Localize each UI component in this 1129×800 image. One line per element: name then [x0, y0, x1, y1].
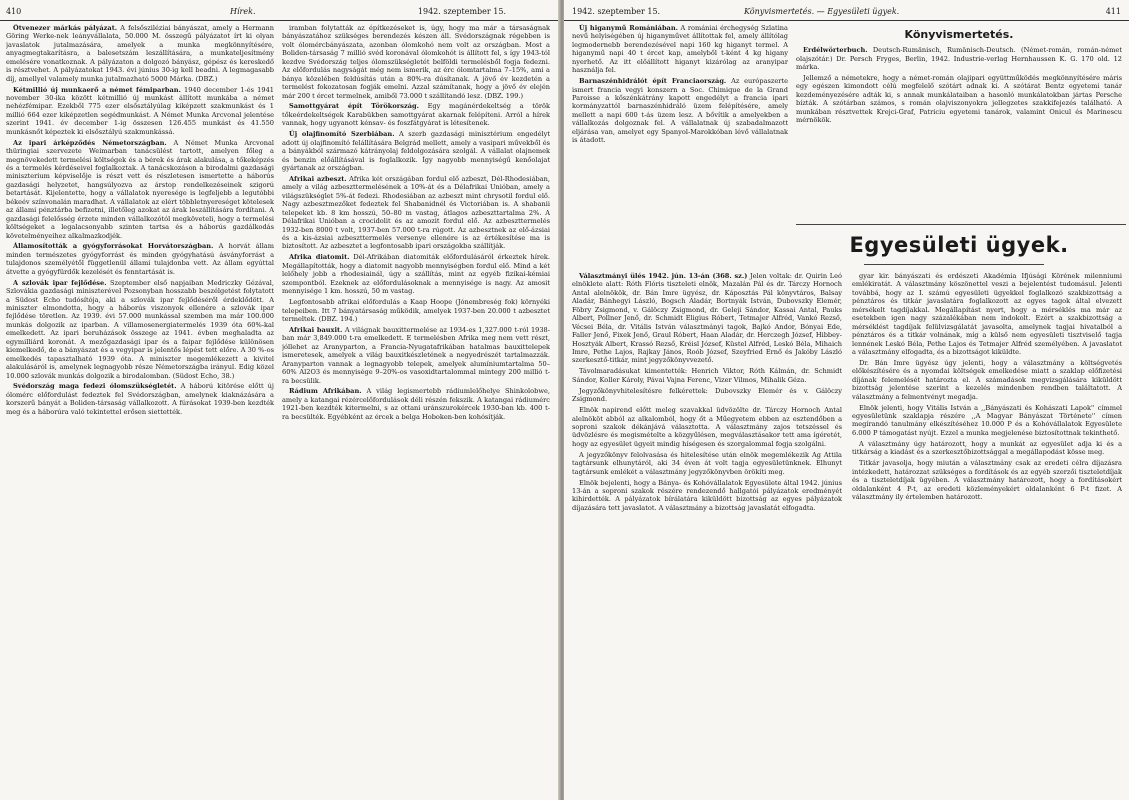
article-paragraph — [852, 404, 1122, 438]
article-title: Afrikai azbeszt. — [289, 174, 347, 183]
article-text: Az európaszerte ismert francia vegyi konszern a Soc. Chimique de la Grand Paroisse a kőszénkátrány kapott engedélyt a francia ipari kormányzattól barnaszénhidráló üzem felépítésére, amely mellett a napi 600 t-ás üzem lesz. A bővítik a amelyekben a vállalkozás dolgoznak fel. A vállalatnak új szabadalmazott eljárása van, amelyet egy Spanyol-Marokkóban lévő vállalatnak is átadott. — [572, 77, 788, 145]
article-title: Rádium Afrikában. — [289, 387, 362, 396]
article-text: Jegyzőkönyvhitelesítésre felkérettek: Dubovszky Elemér és v. Gálöczy Zsigmond. — [572, 386, 842, 404]
article-text: A szerb gazdasági minisztérium engedélyt adott új olajfinomító felállítására Belgrád mellett, amely a vasipari művekből és a bányákból származó kátrányolaj feldolgozására szolgál. A vállalat olajnemek és benzin előállításával is foglalkozik. Így nagyobb mennyiségű kenőolajat gyártanak az országban. — [282, 130, 550, 172]
right-running-head — [564, 6, 1129, 21]
section-rule — [796, 224, 1126, 225]
article-paragraph — [282, 326, 550, 385]
article-paragraph — [282, 298, 550, 323]
article-text: Jelen voltak: dr. Quirin Leó elnöklete alatt: Róth Flóris tiszteleti elnök, Mazalán Pál és dr. Tárczy Hornoch Antal alelnökök, dr. Bán Imre ügyész, dr. Káposztás Pál könyvtáros, Balsay Aladár, Bánhegyi László, Bogsch Aladár, Bortnyák István, Dubovszky Elemér, Föbry Zsigmond, v. Gálöczy Zsigmond, dr. Geleji Sándor, Kassai Antal, Pauks Albert, Pollner Jenő, dr. Schmidt Eligius Róbert, Tetmajer Alfréd, Vankó Rezső, Vécsei Béla, dr. Vitális István választmányi tagok, Bajkó Andor, Bónyai Ede, Faller Jenő, Fixek Jenő, Graul Róbert, Haan Aladár, dr. Herczegh József, Hibbey-Hosztyák Albert, Krassó Rezső, Kréisl József, Küstel Alfréd, Leskó Béla, Mihaich Imre, Pethe Lajos, Rajkay János, Roób József, Szeyfried Ernő és Jakóby László szerkesztő-titkár, mint jegyzőkönyvvezető. — [572, 272, 842, 365]
article-paragraph — [796, 74, 1122, 125]
article-text: A romániai érchegység Szlatina nevű helyiségében új higanyművet állítottak fel, amely állítólag legmodernebb berendezésével napi 160 kg higanyt termel. A higanymű napi 40 t ércet kap, amelyből t-ként 4 kg higany nyerhető. Az itt előállított higanyt kizárólag az aranyipar használja fel. — [572, 24, 788, 75]
article-text: Dr. Bán Imre ügyész úgy jelenti, hogy a választmány a költségvetés előkészítésére és a nyomdai költségek emelkedése miatt a szaklap előfizetési díjának felemelését határozta el. A számadások megvizsgálására kiküldött bizottság jelentése szerint a kezelés mindenben rendben találtatott. A választmány a felmentvényt megadja. — [852, 358, 1122, 401]
article-paragraph — [6, 382, 274, 416]
article-title: Az ipari árképződés Németországban. — [13, 138, 167, 147]
left-column-2 — [282, 24, 550, 796]
heading-underline — [864, 264, 1044, 265]
book-review-section — [796, 24, 1122, 224]
article-paragraph — [282, 130, 550, 172]
article-paragraph — [282, 253, 550, 295]
article-text: A Német Munka Arcvonal thüringiai szervezete Weimarban tanácsülést tartott, amelyen főleg a megnövekedett termelési költségek és a bérek és árak alakulása, a tőkeképzés és a termelés kérdéseivel foglalkoztak. A tanácskozáson a birodalmi gazdasági miniszterium képviselője is részt vett és részletesen ismertette a háborús gazdasági helyzetet, hangsúlyozva az árstop rendelkezéseinek szigorú betartását. Kijelentette, hogy a vállalatok nyeresége is legfeljebb a legutóbbi békeév színvonalán maradhat. A vállalatok az elért többletnyereséget kötelesek az állami pénztárba befizetni, illetőleg azokat az árak leszállítására fordítani. A gazdasági felelősség érzete minden vállalkozótól megköveteli, hogy a termelési költségeket a legalacsonyabb szinten tartsa és a háborús gazdálkodás követelményeihez alkalmazkodjék. — [6, 138, 274, 240]
left-column-1 — [6, 24, 274, 796]
article-title: Államosították a gyógyforrásokat Horvátországban. — [13, 242, 214, 251]
right-page-number: 411 — [1105, 7, 1121, 16]
book-review-text — [796, 46, 1122, 124]
article-title: Erdélwörterbuch. — [803, 46, 868, 55]
article-paragraph — [572, 451, 842, 476]
article-text: Legfontosabb afrikai előfordulás a Kaap Hoope (Jónembreség fok) környéki telepeiben. Itt 7 bányatársaság működik, amelyek 1937-ben 20.000 t azbesztet termeltek. (DBZ. 194.) — [282, 298, 550, 323]
right-page — [564, 0, 1129, 800]
right-date: 1942. szeptember 15. — [572, 7, 661, 16]
article-text: A horvát állam minden természetes gyógyforrást és minden gyógyhatású ásványforrást a tulajdonos személyétől függetlenül állami tulajdonba vett. Az állam egyúttal átvette a gyógyfürdők kezelését és fenntartását is. — [6, 242, 274, 276]
article-text: Elnök jelenti, hogy Vitális István a ,,Bányászati és Kohászati Lapok'' címmel egyesületünk szaklapja részére ,,A Magyar Bányászat Története'' címen megírandó tanulmány elkészítéséhez 10.000 P és a Kohóvállalatok Egyesülete 6.000 P támogatást nyújt. Ezzel a munka megjelenése biztosítottnak tekinthető. — [852, 403, 1122, 437]
right-column-1 — [572, 24, 788, 220]
article-text: A felsősziléziai bányászat, amely a Hermann Göring Werke-nek leányvállalata, 50.000 M. összegű pályázatot írt ki olyan javaslatok jutalmazására, amelyek a munka megkönnyítésére, anyagmegtakarításra, a balesetszám leszállítására, a munkateljesítmény emelésére vonatkoznak. A pályázaton a dolgozó bányász, gépész és kereskedő is résztvehet. A pályázatokat 1943. évi június 30-ig kell beadni. A legmagasabb díj, amellyel valamely munka jutalmazható 5000 Márka. (DBZ.) — [6, 24, 274, 83]
article-paragraph — [6, 139, 274, 240]
article-title: Svédország maga fedezi ólomszükségletét. — [13, 382, 177, 391]
article-text: iramban folytatták az építkezéseket is, úgy, hogy ma már a társaságnak bányászatához szükséges berendezés készen áll. Svédországnak régebben is volt ólomércbányászata, azonban ólomkohó nem volt az országban. Most a Boliden-társaság 7 millió svéd koronával ólomkohót is állított fel, s így 1943-tól kezdve Svédország teljes ólomszükségletét belföldi termelésből fogja fedezni. Az előfordulás nagyságát még nem ismerik, az érc ólomtartalma 7–15%, ami a bánya közelében feldúsítás után a 80%-ra dúsítanak. A jövő év kezdetén a termelést fokozatosan fogják emelni. Azzal számítanak, hogy a jövő év elején már 200 t ércet termelnek, amiből 73.000 t szállítandó lesz. (DBZ. 199.) — [282, 24, 550, 100]
article-title: Afrikai bauxit. — [289, 325, 343, 334]
article-paragraph — [282, 24, 550, 100]
article-text: Szeptember első napjaiban Medriczky Gézával, Szlovákia gazdasági miniszterével Pozsonyban hosszabb beszélgetést folytatott a Südost Echo tudósítója, aki a szlovák ipar fejlődéséről érdeklődött. A miniszter elmondotta, hogy a háborús viszonyok ellenére a szlovák ipar fejlődése töretlen. Az 1939. évi 57.000 munkással szemben ma már 100.000 munkás dolgozik az iparban. A villamosenergiatermelés 1939 óta 60%-kal emelkedett. Az ipari beruházások összege az 1941. évben meghaladta az egymilliárd koronát. A mezőgazdasági ipar és a faipar fejlődése különösen kiemelkedő, de a bányászat és a vegyipar is jelentős lépést tett előre. A 30 %-os emelkedés tapasztalható 1939 óta. A miniszter megemlékezett a kivitel alakulásáról is, amelynek legnagyobb része Németországba irányul. Edig közel 10.000 szlovák munkás dolgozik a birodalomban. (Südost Echo, 38.) — [6, 278, 274, 380]
article-text: Távolmaradásukat kimentették: Henrich Viktor, Róth Kálmán, dr. Schmidt Sándor, Koller Károly, Pávai Vajna Ferenc, Vizer Vilmos, Mihalik Géza. — [572, 367, 842, 384]
article-title: Választmányi ülés 1942. jún. 13-án (368. sz.) — [579, 272, 748, 280]
left-page-number: 410 — [6, 7, 22, 16]
article-paragraph — [282, 175, 550, 251]
article-title: Kétmillió új munkaerő a német fémiparban. — [13, 85, 181, 94]
article-title: A szlovák ipar fejlődése. — [13, 278, 107, 287]
article-paragraph — [852, 359, 1122, 401]
article-paragraph — [572, 387, 842, 404]
article-paragraph — [572, 24, 788, 75]
article-text: Jellemző a németekre, hogy a német-román olajipari együttműködés megkönnyítésére máris egy egészen kimondott célú megfelelő szótárt adnak ki. A szótárat Bentz egyetemi tanár kezdeményezésére adták ki, s annak munkálataiban a hasonló munkálatokban jártas Persche bízták. A szótárban számos, s román olajviszonyokra jellegzetes szakkifejezés található. A munkában résztvettek Krejci-Graf, Patriciu egyetemi tanárok, valamint Onicul és Marinescu mérnökök. — [796, 73, 1122, 125]
article-text: A háború kitörése előtt új ólomérc előfordulást fedeztek fel Svédországban, amelynek kiaknázására a korszerű bányát a Boliden-társaság vállalkozott. A fúrásokat 1939-ben kezdték meg és a háborúra való tekintettel erősen siettették. — [6, 382, 274, 416]
book-review-heading: Könyvismertetés. — [904, 28, 1014, 41]
article-paragraph — [6, 242, 274, 276]
article-title: Barnaszénhidrálót épít Franciaország. — [579, 77, 727, 86]
article-text: gyar kir. bányászati és erdészeti Akadémia Ifjúsági Körének milenniumi emlékiratát. A választmány köszönettel veszi a bejelentést tudomásul. Jelenti továbbá, hogy az I. számú egyesületi ügyekkel foglalkozó szakbizottság a pénztáros és titkár javaslatára foglalkozott az egyes tagok által elvezett mérsékelt tagdíjakkal. Megállapítást nyert, hogy a mérséklés ma már az esetekben igen nagy százalékában nem indokolt. Ezért a szakbizottság a mérséklést tagdíjak felülvizsgálatát javasolta, amelynek tagjai hivatalból a pénztáros és a titkár volnának, míg a külső nem egyesületi tisztviselő tagja lennének Leskó Béla, Pethe Lajos és Tetmajer Alfréd személyében. A javaslatot a választmány elfogadta, és a bizottságot kiküldte. — [852, 272, 1122, 356]
article-text: A jegyzőkönyv felolvasása és hitelesítése után elnök megemlékezik Ag Attila tagtársunk elhunytáról, aki 34 éven át volt tagja egyesületünknek. Elhunyt tagtársunk emlékét a választmány jegyzőkönyvben örökíti meg. — [572, 450, 842, 476]
left-date: 1942. szeptember 15. — [417, 7, 506, 16]
article-paragraph — [572, 77, 788, 145]
article-paragraph — [572, 367, 842, 384]
association-affairs-heading: Egyesületi ügyek. — [849, 233, 1069, 257]
article-title: Új higanymű Romániában. — [579, 24, 678, 32]
article-text: Deutsch-Rumänisch, Rumänisch-Deutsch. (Német-román, román-német olajszótár.) Dr. Persch Fryges, Berlin, 1942. Industrie-verlag Hernhaussen K. G. 170 old. 12 márka. — [796, 46, 1122, 71]
article-paragraph — [852, 440, 1122, 457]
article-paragraph — [6, 86, 274, 137]
article-text: A választmány úgy határozott, hogy a munkát az egyesület adja ki és a titkárság a kiadást és a szerkesztőbizottsággal a megállapodást kösse meg. — [852, 439, 1122, 457]
article-text: Elnök bejelenti, hogy a Bánya- és Kohóvállalatok Egyesülete által 1942. június 13-án a soproni szakok részére rendezendő hallgatói pályázatok eredményét kihirdették. A pályázatok bírálatára kiküldött bizottság az egyes pályázatok díjazására tett javaslatot. A választmány a bizottság javaslatát elfogadta. — [572, 478, 842, 512]
article-text: 1940 december 1-és 1941 november 30-ika között kétmillió új munkást állított munkába a német nehézfémipar. Ezekből 775 ezer elsősztályúlag kiképzett szakmunkást és 1 millió 664 ezer kiképzetlen segédmunkást. A Német Munka Arcvonal jelentése szerint 1941. év december 1-ig összesen 126.455 munkást és 41.550 munkásnőt képeztek ki elsősztályú szakmunkássá. — [6, 85, 274, 136]
article-title: Új olajfinomító Szerbiában. — [289, 130, 395, 139]
left-page — [0, 0, 560, 800]
article-text: Titkár javasolja, hogy miután a választmány csak az eredeti célra díjazásra intézkedett, határozzat szükséges a fordítások és az egyéb szerzői tiszteletdíjak és a tiszteletdíjak ügyében. A választmány határozott, hogy a fordításokért oldalanként 4 P-t, az eredeti közleményekért oldalanként 6 P-t fizet. A választmány ily értelemben határozott. — [852, 459, 1122, 501]
article-paragraph — [572, 272, 842, 365]
article-text: Egy magánérdekeltség a török tőkeérdekeltségek Karabükben samottgyárat akarnak felépíteni. Arról a hírek vannak, hogy ugyanott kénsav- és foszfátgyárat is létesítenek. — [282, 102, 550, 128]
article-paragraph — [572, 479, 842, 513]
article-paragraph — [282, 387, 550, 421]
article-text: Dél-Afrikában diatomiták előfordulásáról érkeztek hírek. Megállapították, hogy a diatomit nagyobb mennyiségben fordul elő. Mind a két lelőhely jobb a rhodesiainál, úgy a szállítás, mint az egyéb fizikai-kémiai szempontból. Ezeknek az előfordulásoknak a mennyisége is nagy. Az amosit mennyisége 1 km. hosszú, 50 m vastag. — [282, 253, 550, 296]
article-paragraph — [852, 459, 1122, 501]
article-paragraph — [282, 102, 550, 127]
right-column-4 — [852, 272, 1122, 796]
article-text: Afrika két országában fordul elő azbeszt, Dél-Rhodesiában, amely a világ azbeszttermelésének a 10%-át és a Délafrikai Unióban, amely a világszükséglet 5%-át fedezi. Rhodesiában az azbeszt mint chrysotil fordul elő. Nagy azbesztmezőket fedeztek fel Shabanidnél és Victoriában is. A shabanii telepeket kb. 8 km hosszú, 50–80 m vastag, átlagos azbeszttartalma 2%. A Délafrikai Unióban a crocidolit és az amozit fordul elő. Az azbeszttermelés 1932-ben 8000 t volt, 1937-ben 57.000 t-ra rúgott. Az azbesztnek az elő-ázsiai és a kis-ázsiai azbeszttermelés versenye ellenére is az értékesítése ma is biztosított. Az azbesztet a legfontosabb ipari országokba szállítják. — [282, 174, 550, 251]
left-running-head — [0, 6, 560, 21]
article-paragraph — [6, 24, 274, 83]
article-paragraph — [852, 272, 1122, 356]
article-text: Elnök napirend előtt meleg szavakkal üdvözölte dr. Tárczy Hornoch Antal alelnököt abból az alkalomból, hogy őt a Műegyetem ebben az esztendőben a soproni szakok dékánjává választotta. A választmány zajos tetszéssel és üdvözlésre és megismételte a közgyűlésen, megválasztásakor tett ama ígéretét, hogy az egyesület ügyeit mindig híségesen és szorgalommal fogja szolgálni. — [572, 406, 842, 448]
article-paragraph — [796, 46, 1122, 71]
article-title: Samottgyárat épít Törökország. — [289, 102, 419, 111]
left-section-title: Hírek. — [230, 7, 256, 16]
article-text: A világnak bauxittermelése az 1934-es 1,327.000 t-ról 1938-ban már 3,849.000 t-ra emelkedett. E termelésben Afrika meg nem vett részt, jóllehet az Aranyparton, a Francia-Nyugatafrikában hatalmas bauxittelepek ismeretesek, amelyek a világ bauxitkészletének a negyedrészét tartalmazzák. Aranyparton vannak a legnagyobb telepek, amelyek alumíniumtartalma 50–60% Al2O3 és mennyisége 9–20%-os vasoxidtartalommal mintegy 200 millió t-ra becsülik. — [282, 325, 550, 385]
article-title: Ötvenezer márkás pályázat. — [13, 24, 118, 32]
right-column-3 — [572, 272, 842, 796]
article-paragraph — [572, 406, 842, 448]
article-paragraph — [6, 279, 274, 380]
article-text: A világ legismertebb rádiumlelőhelye Shinkolobwe, amely a katangai rézércelőfordulások déli részén fekszik. A katangai rádiumérc 1921-ben kezdték kitermelni, s az ottani uránszurokércek 1930-ban kb. 400 t-ra becsülték. Egyébként az ércek a belga Hoboken-ben kohósítják. — [282, 387, 550, 421]
right-section-title: Könyvismertetés. — Egyesületi ügyek. — [744, 7, 900, 16]
article-title: Afrika diatomit. — [289, 253, 350, 262]
